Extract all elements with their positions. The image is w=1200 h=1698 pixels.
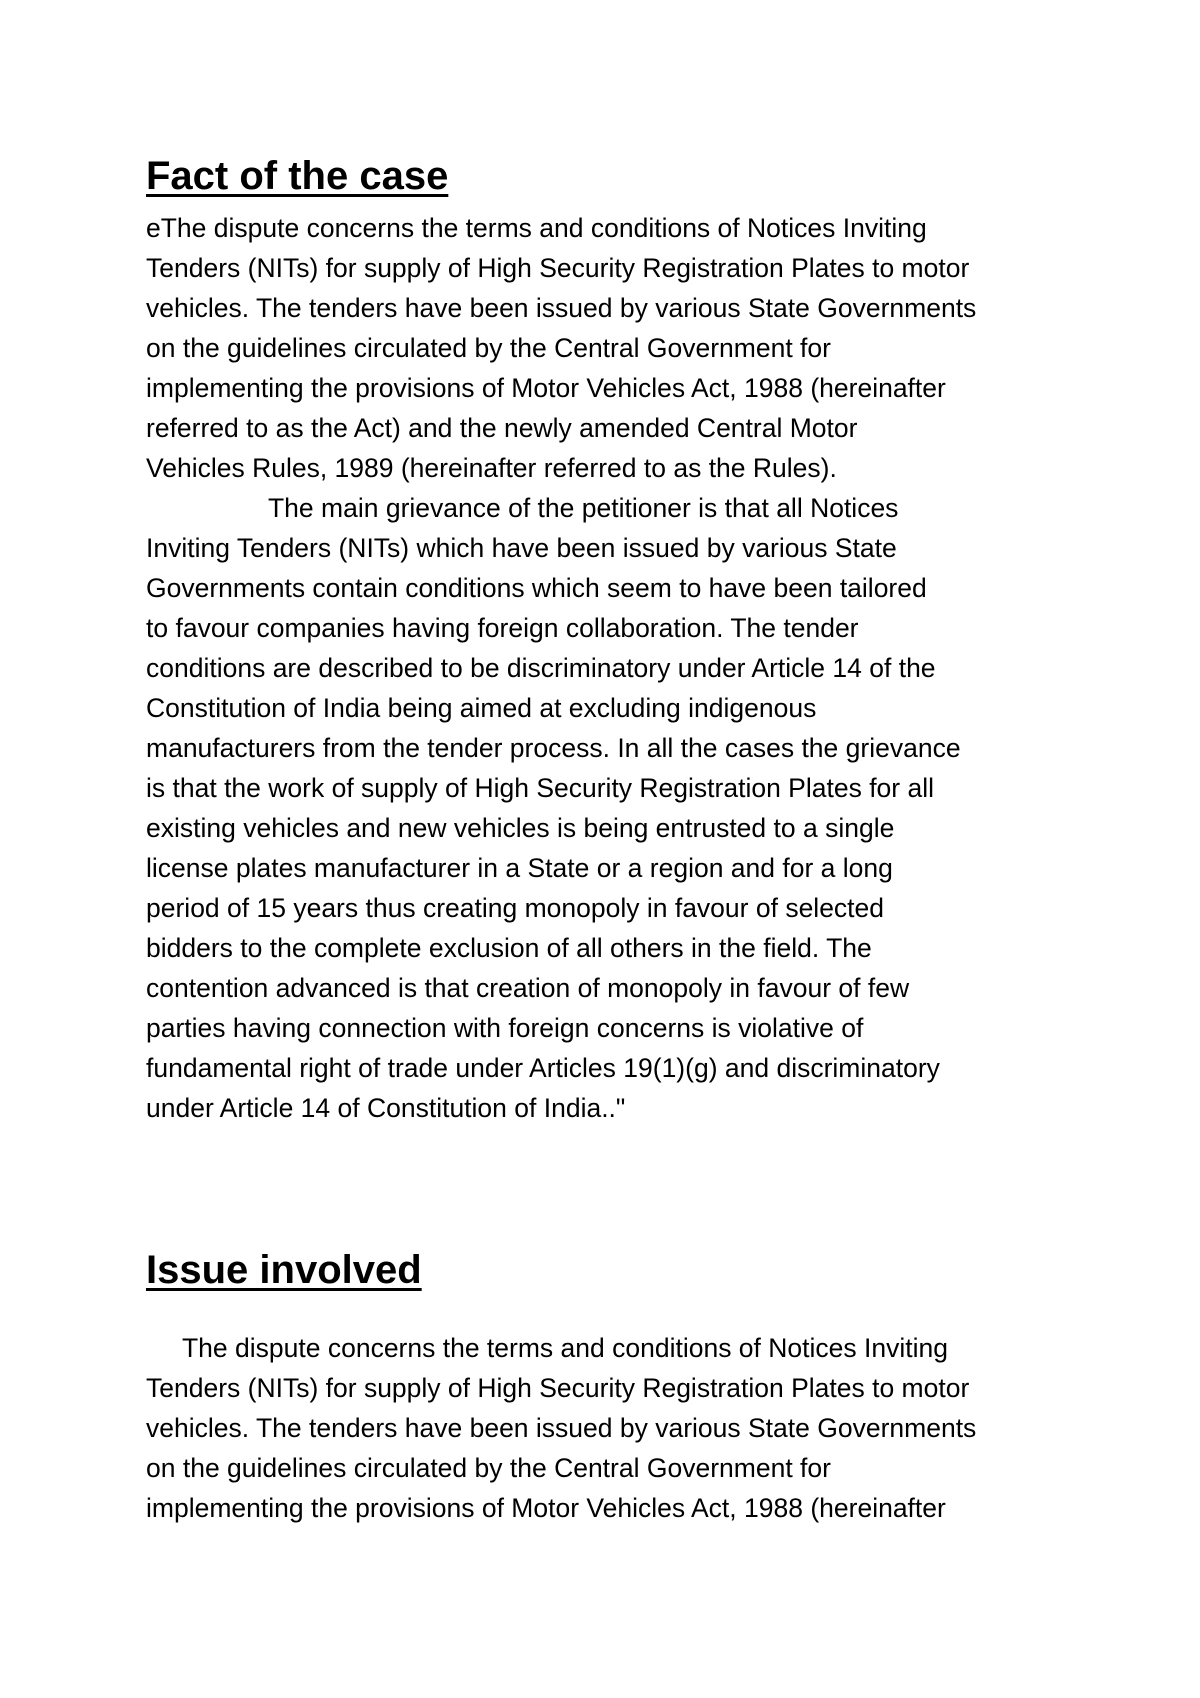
- facts-line: period of 15 years thus creating monopoly in favour of selected: [146, 893, 885, 923]
- facts-line: existing vehicles and new vehicles is being entrusted to a single: [146, 813, 895, 843]
- facts-line: eThe dispute concerns the terms and conditions of Notices Inviting: [146, 213, 927, 243]
- facts-line: bidders to the complete exclusion of all others in the field. The: [146, 933, 872, 963]
- facts-line: Governments contain conditions which seem to have been tailored: [146, 573, 927, 603]
- section-heading-facts: Fact of the case: [146, 154, 449, 198]
- facts-line: referred to as the Act) and the newly amended Central Motor: [146, 413, 858, 443]
- issue-line: The dispute concerns the terms and conditions of Notices Inviting: [182, 1333, 948, 1363]
- facts-line: The main grievance of the petitioner is that all Notices: [268, 493, 899, 523]
- facts-line: Vehicles Rules, 1989 (hereinafter referred to as the Rules).: [146, 453, 837, 483]
- facts-line: is that the work of supply of High Security Registration Plates for all: [146, 773, 934, 803]
- facts-line: under Article 14 of Constitution of India..": [146, 1093, 626, 1123]
- facts-line: to favour companies having foreign collaboration. The tender: [146, 613, 859, 643]
- facts-line: implementing the provisions of Motor Vehicles Act, 1988 (hereinafter: [146, 373, 946, 403]
- facts-line: Inviting Tenders (NITs) which have been issued by various State: [146, 533, 897, 563]
- facts-line: license plates manufacturer in a State or a region and for a long: [146, 853, 893, 883]
- issue-line: on the guidelines circulated by the Central Government for: [146, 1453, 831, 1483]
- facts-line: Tenders (NITs) for supply of High Security Registration Plates to motor: [146, 253, 970, 283]
- facts-line: Constitution of India being aimed at excluding indigenous: [146, 693, 817, 723]
- facts-line: on the guidelines circulated by the Central Government for: [146, 333, 831, 363]
- facts-line: vehicles. The tenders have been issued by various State Governments: [146, 293, 977, 323]
- issue-line: Tenders (NITs) for supply of High Security Registration Plates to motor: [146, 1373, 970, 1403]
- section-heading-issue: Issue involved: [146, 1248, 422, 1292]
- issue-line: implementing the provisions of Motor Vehicles Act, 1988 (hereinafter: [146, 1493, 946, 1523]
- facts-line: manufacturers from the tender process. In all the cases the grievance: [146, 733, 961, 763]
- facts-line: conditions are described to be discriminatory under Article 14 of the: [146, 653, 936, 683]
- issue-line: vehicles. The tenders have been issued by various State Governments: [146, 1413, 977, 1443]
- facts-line: contention advanced is that creation of monopoly in favour of few: [146, 973, 910, 1003]
- facts-line: fundamental right of trade under Articles 19(1)(g) and discriminatory: [146, 1053, 940, 1083]
- facts-line: parties having connection with foreign concerns is violative of: [146, 1013, 864, 1043]
